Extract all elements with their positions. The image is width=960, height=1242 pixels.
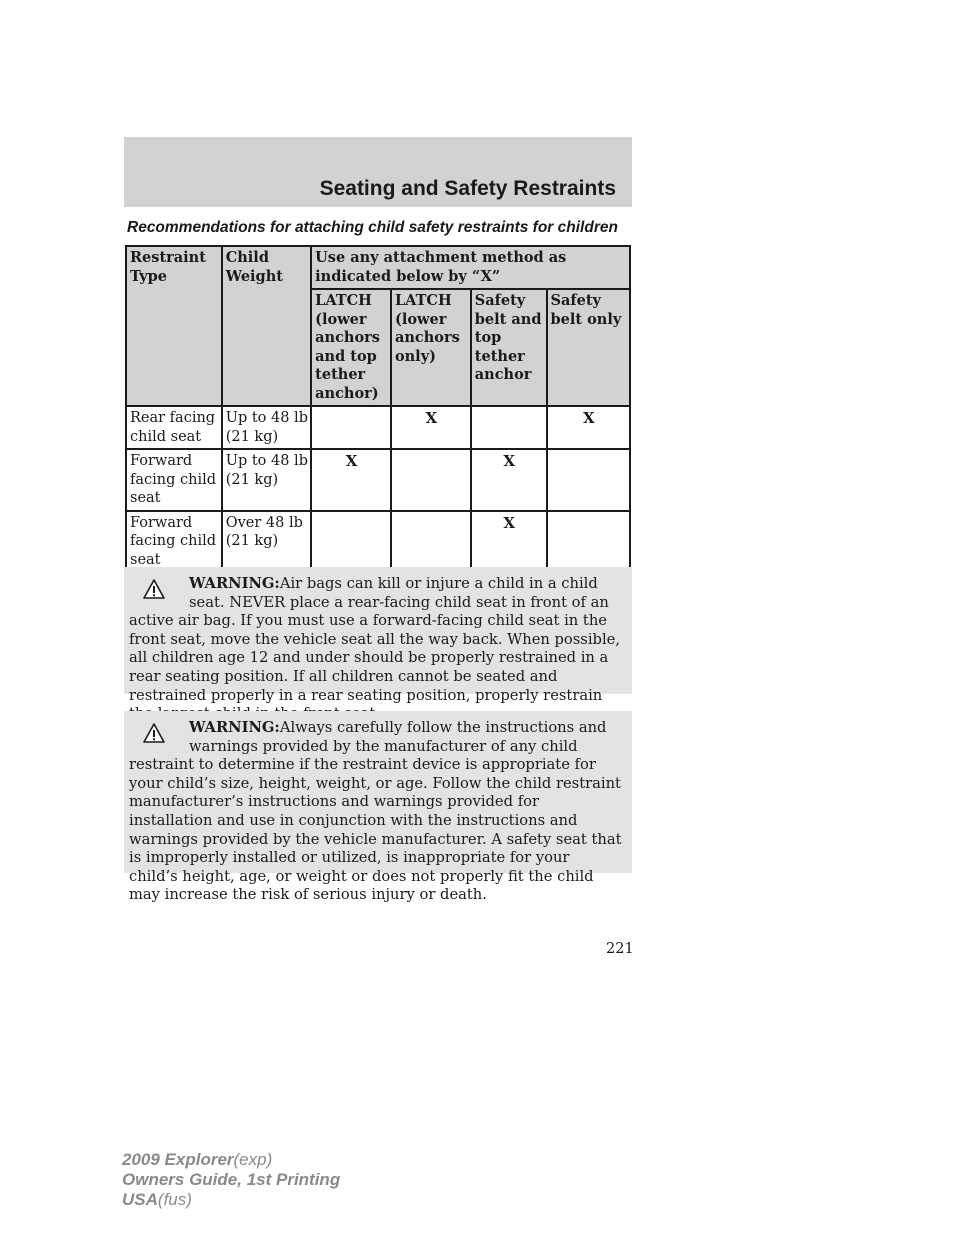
- cell-restraint-type: Forward facing child seat: [126, 511, 222, 573]
- cell-child-weight: Up to 48 lb (21 kg): [222, 449, 311, 511]
- document-footer: [122, 1150, 340, 1210]
- footer-market-code: (fus): [157, 1190, 192, 1209]
- footer-line-guide: [122, 1170, 340, 1190]
- warning-label: WARNING:: [189, 575, 280, 592]
- col-header-latch-lower-and-tether: LATCH (lower anchors and top tether anchor): [311, 289, 391, 406]
- footer-line-market: [122, 1190, 340, 1210]
- section-header-bar: [124, 137, 632, 207]
- col-header-child-weight: Child Weight: [222, 246, 311, 406]
- cell-restraint-type: Rear facing child seat: [126, 406, 222, 449]
- warning-text: Always carefully follow the instructions and warnings provided by the manufacturer of any child restraint to determine if the restraint device is appropriate for your child’s size, height, weight, or age. Follow the child restraint manufacturer’s instructions and warnings provided for installation and use in conjunction with the instructions and warnings provided by the vehicle manufacturer. A safety seat that is improperly installed or utilized, is inappropriate for your child’s height, age, or weight or does not properly fit the child may increase the risk of serious injury or death.: [129, 719, 622, 904]
- cell-mark: X: [311, 449, 391, 511]
- cell-mark: [391, 511, 471, 573]
- cell-mark: X: [391, 406, 471, 449]
- footer-model-name: 2009 Explorer: [122, 1150, 234, 1169]
- warning-text: Air bags can kill or injure a child in a child seat. NEVER place a rear-facing child seat in front of an active air bag. If you must use a forward-facing child seat in the front seat, move the vehicle seat all the way back. When possible, all children age 12 and under should be properly restrained in a rear seating position. If all children cannot be seated and restrained properly in a rear seating position, properly restrain: [129, 575, 621, 704]
- cell-mark: [547, 449, 630, 511]
- table-row: [126, 511, 630, 573]
- warning-box-manufacturer-instructions: [124, 711, 632, 904]
- cell-mark: [547, 511, 630, 573]
- cell-restraint-type: Forward facing child seat: [126, 449, 222, 511]
- warning-box-airbag: [124, 567, 632, 704]
- col-header-belt-only: Safety belt only: [547, 289, 630, 406]
- cell-mark: X: [471, 511, 547, 573]
- col-header-restraint-type: Restraint Type: [126, 246, 222, 406]
- col-header-latch-lower-only: LATCH (lower anchors only): [391, 289, 471, 406]
- child-restraint-table: [125, 245, 631, 573]
- page-number: 221: [606, 941, 634, 957]
- table-row: [126, 449, 630, 511]
- cell-child-weight: Over 48 lb (21 kg): [222, 511, 311, 573]
- cell-mark: [311, 511, 391, 573]
- footer-guide-edition: Owners Guide, 1st Printing: [122, 1170, 341, 1189]
- warning-label: WARNING:: [189, 719, 280, 736]
- cell-mark: X: [471, 449, 547, 511]
- table-heading: Recommendations for attaching child safety restraints for children: [127, 219, 618, 236]
- cell-mark: [471, 406, 547, 449]
- cell-mark: [391, 449, 471, 511]
- cell-mark: [311, 406, 391, 449]
- warning-triangle-icon: [143, 723, 165, 743]
- footer-market: USA: [122, 1190, 158, 1209]
- table-row: [126, 406, 630, 449]
- warning-triangle-icon: [143, 579, 165, 599]
- col-header-belt-and-tether: Safety belt and top tether anchor: [471, 289, 547, 406]
- footer-model-code: (exp): [233, 1150, 273, 1169]
- cell-mark: X: [547, 406, 630, 449]
- cell-child-weight: Up to 48 lb (21 kg): [222, 406, 311, 449]
- footer-line-model: [122, 1150, 340, 1170]
- col-header-attachment-method: Use any attachment method as indicated below by “X”: [311, 246, 630, 289]
- section-title: Seating and Safety Restraints: [319, 177, 616, 200]
